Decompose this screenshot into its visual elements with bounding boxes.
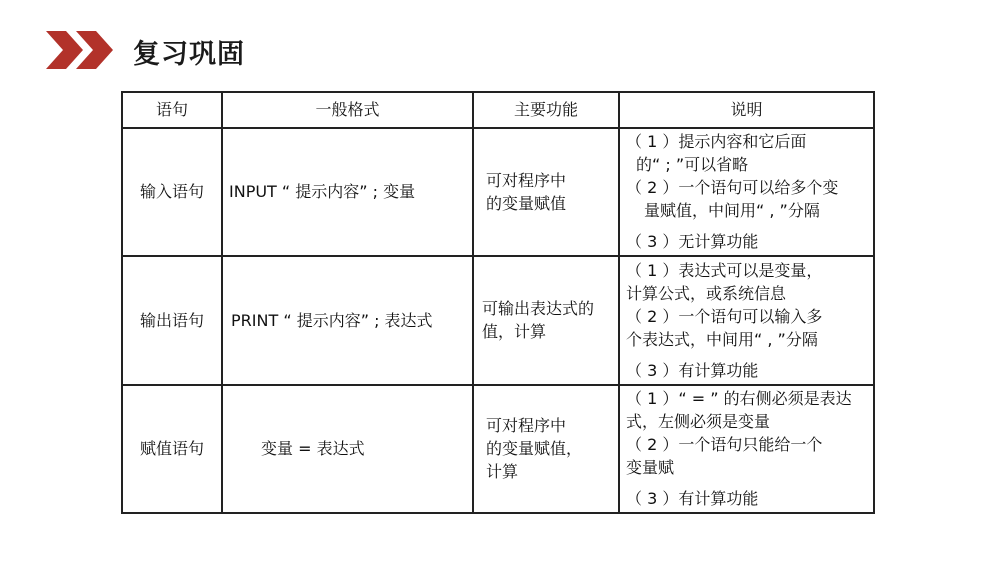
- format-cell: [222, 128, 473, 256]
- notes-cell: [619, 256, 874, 385]
- table-row: [122, 385, 874, 513]
- function-cell: [473, 385, 619, 513]
- note-line: （ 2 ）一个语句可以输入多: [626, 306, 823, 326]
- column-header-format: 一般格式: [222, 92, 473, 128]
- note-line: （ 1 ）表达式可以是变量，: [626, 260, 823, 280]
- statement-cell: 输入语句: [122, 128, 222, 256]
- column-header-statement: 语句: [122, 92, 222, 128]
- note-line: （ 2 ）一个语句只能给一个: [626, 435, 823, 454]
- page-title: 复习巩固: [133, 39, 245, 70]
- table-row: [122, 256, 874, 385]
- statement-cell: 赋值语句: [122, 385, 222, 513]
- note-line: （ 1 ）提示内容和它后面: [626, 132, 807, 151]
- note-line: 的“ ; ”可以省略: [636, 155, 749, 174]
- note-line: （ 2 ）一个语句可以给多个变: [626, 178, 839, 197]
- column-header-notes: 说明: [619, 92, 874, 128]
- function-line: 计算: [486, 462, 519, 481]
- note-line: 量赋值，中间用“ , ”分隔: [644, 201, 820, 220]
- note-line: （ 1 ）“ = ” 的右侧必须是表达: [626, 389, 852, 408]
- notes-cell: [619, 128, 874, 256]
- table-header-row: [122, 92, 874, 128]
- statement-cell: 输出语句: [122, 256, 222, 385]
- function-line: 可对程序中: [486, 416, 567, 435]
- statement-table: [121, 91, 875, 514]
- note-line: 计算公式，或系统信息: [626, 283, 787, 303]
- table-row: [122, 128, 874, 256]
- function-line: 的变量赋值，: [486, 439, 583, 458]
- function-line: 值，计算: [482, 322, 547, 341]
- function-line: 可输出表达式的: [482, 299, 595, 318]
- note-line: 变量赋: [626, 458, 675, 477]
- format-text: INPUT “ 提示内容” ; 变量: [229, 182, 416, 201]
- format-cell: [222, 256, 473, 385]
- note-line: （ 3 ）有计算功能: [626, 489, 759, 508]
- format-cell: [222, 385, 473, 513]
- function-line: 的变量赋值: [486, 193, 567, 213]
- notes-cell: [619, 385, 874, 513]
- format-text: PRINT “ 提示内容” ; 表达式: [231, 310, 433, 330]
- note-line: （ 3 ）有计算功能: [626, 360, 759, 380]
- note-line: 式，左侧必须是变量: [626, 412, 771, 431]
- function-cell: [473, 256, 619, 385]
- function-cell: [473, 128, 619, 256]
- column-header-function: 主要功能: [473, 92, 619, 128]
- note-line: 个表达式，中间用“ , ”分隔: [626, 329, 818, 349]
- format-text: 变量 = 表达式: [261, 439, 365, 458]
- double-chevron-right-icon: [46, 31, 116, 69]
- function-line: 可对程序中: [486, 170, 567, 190]
- note-line: （ 3 ）无计算功能: [626, 232, 759, 251]
